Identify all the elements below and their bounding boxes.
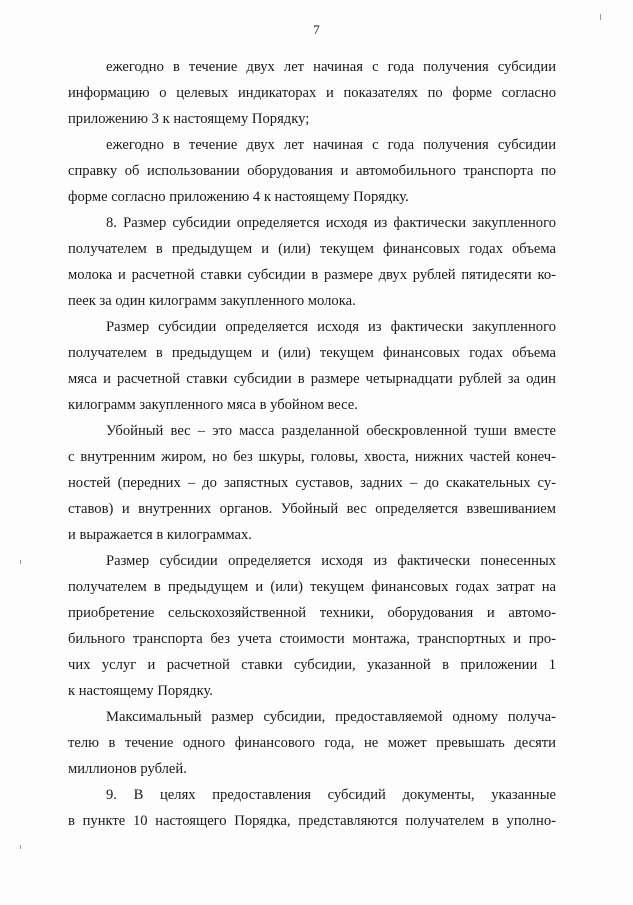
text-line: килограмм закупленного мяса в убойном весе. bbox=[68, 397, 358, 413]
text-line: молока и расчетной ставки субсидии в размере двух рублей пятидесяти ко- bbox=[68, 267, 556, 283]
text-line: Убойный вес – это масса разделанной обескровленной туши вместе bbox=[106, 423, 556, 439]
scan-mark bbox=[20, 560, 21, 564]
paragraph-4 bbox=[68, 314, 556, 418]
text-line: ежегодно в течение двух лет начиная с года получения субсидии bbox=[106, 137, 556, 153]
scan-mark bbox=[20, 845, 21, 849]
text-line: Размер субсидии определяется исходя из фактически закупленного bbox=[106, 319, 556, 335]
text-line: к настоящему Порядку. bbox=[68, 683, 213, 699]
paragraph-2 bbox=[68, 132, 556, 210]
text-line: ностей (передних – до запястных суставов, задних – до скакательных су- bbox=[68, 475, 556, 491]
paragraph-1 bbox=[68, 54, 556, 132]
text-line: получателем в предыдущем и (или) текущем финансовых годах объема bbox=[68, 345, 556, 361]
text-line: приложению 3 к настоящему Порядку; bbox=[68, 111, 310, 127]
document-body bbox=[68, 54, 556, 834]
text-line: ежегодно в течение двух лет начиная с года получения субсидии bbox=[106, 59, 556, 75]
paragraph-3 bbox=[68, 210, 556, 314]
paragraph-5 bbox=[68, 418, 556, 548]
text-line: бильного транспорта без учета стоимости монтажа, транспортных и про- bbox=[68, 631, 556, 647]
text-line: телю в течение одного финансового года, не может превышать десяти bbox=[68, 735, 556, 751]
paragraph-6 bbox=[68, 548, 556, 704]
text-line: форме согласно приложению 4 к настоящему Порядку. bbox=[68, 189, 409, 205]
text-line: миллионов рублей. bbox=[68, 761, 187, 777]
text-line: информацию о целевых индикаторах и показателях по форме согласно bbox=[68, 85, 556, 101]
text-line: пеек за один килограмм закупленного молока. bbox=[68, 293, 356, 309]
text-line: 9. В целях предоставления субсидий документы, указанные bbox=[106, 787, 556, 803]
text-line: получателем в предыдущем и (или) текущем финансовых годах объема bbox=[68, 241, 556, 257]
paragraph-7 bbox=[68, 704, 556, 782]
paragraph-8 bbox=[68, 782, 556, 834]
text-line: справку об использовании оборудования и автомобильного транспорта по bbox=[68, 163, 556, 179]
page-number: 7 bbox=[313, 22, 320, 37]
text-line: Максимальный размер субсидии, предоставляемой одному получа- bbox=[106, 709, 556, 725]
text-line: ставов) и внутренних органов. Убойный вес определяется взвешиванием bbox=[68, 501, 556, 517]
text-line: в пункте 10 настоящего Порядка, представляются получателем в уполно- bbox=[68, 813, 556, 829]
scan-mark bbox=[600, 14, 601, 20]
text-line: приобретение сельскохозяйственной техники, оборудования и автомо- bbox=[68, 605, 556, 621]
text-line: и выражается в килограммах. bbox=[68, 527, 252, 543]
text-line: получателем в предыдущем и (или) текущем финансовых годах затрат на bbox=[68, 579, 556, 595]
text-line: чих услуг и расчетной ставки субсидии, указанной в приложении 1 bbox=[68, 657, 556, 673]
text-line: мяса и расчетной ставки субсидии в размере четырнадцати рублей за один bbox=[68, 371, 556, 387]
text-line: 8. Размер субсидии определяется исходя из фактически закупленного bbox=[106, 215, 556, 231]
text-line: Размер субсидии определяется исходя из фактически понесенных bbox=[106, 553, 556, 569]
text-line: с внутренним жиром, но без шкуры, головы, хвоста, нижних частей конеч- bbox=[68, 449, 556, 465]
